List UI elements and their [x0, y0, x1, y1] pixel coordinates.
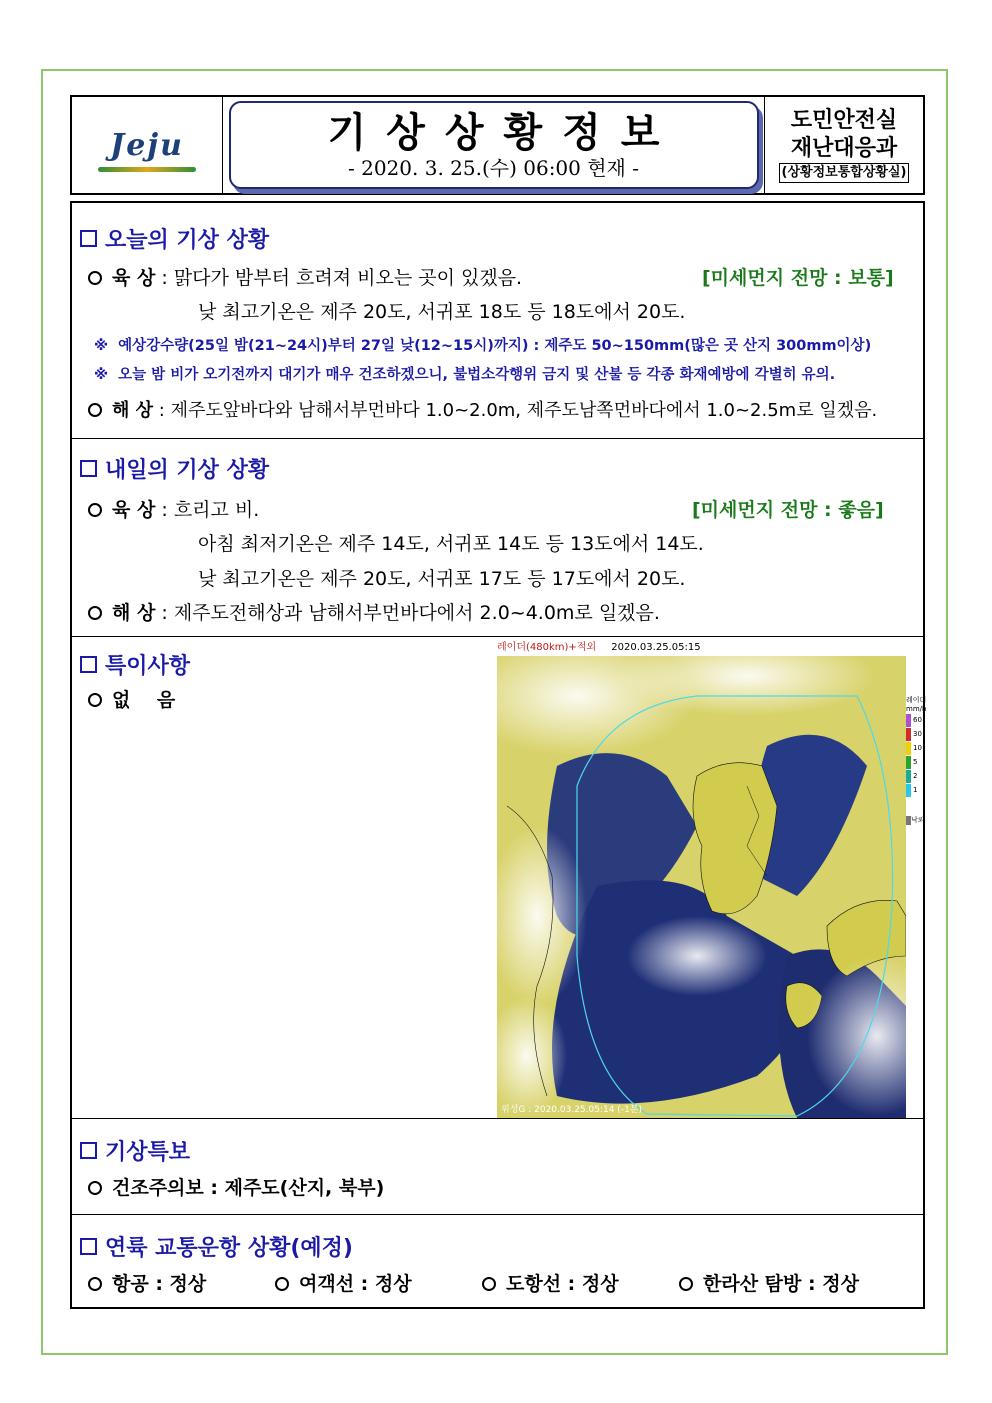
- page-title: 기상상황정보: [327, 110, 680, 156]
- legend-value: 60: [913, 716, 922, 724]
- section-heading: 연륙 교통운항 상황(예정): [80, 1231, 353, 1262]
- legend-swatch: [906, 714, 911, 727]
- legend-swatch: [906, 770, 911, 783]
- today-dust-outlook: [미세먼지 전망 : 보통]: [702, 267, 894, 289]
- circle-bullet-icon: [88, 606, 102, 620]
- legend-scale: [906, 713, 928, 797]
- map-header: [497, 640, 906, 655]
- traffic-item-island-ferry: 도항선 : 정상: [482, 1269, 619, 1296]
- traffic-item-air: 항공 : 정상: [88, 1269, 206, 1296]
- logo-wave-icon: [98, 167, 196, 172]
- section-heading: 오늘의 기상 상황: [80, 223, 269, 254]
- dept-line-1: 도민안전실: [790, 108, 898, 133]
- legend-value: 10: [913, 744, 922, 752]
- today-land-line: 육 상 : 맑다가 밤부터 흐려져 비오는 곳이 있겠음.: [88, 263, 522, 290]
- legend-item: [906, 713, 928, 727]
- section-heading: 특이사항: [80, 649, 190, 680]
- tomorrow-sea-line: 해 상 : 제주도전해상과 남해서부먼바다에서 2.0~4.0m로 일겠음.: [88, 598, 660, 625]
- map-image: [497, 656, 906, 1118]
- map-graphic: [497, 656, 906, 1118]
- satellite-radar-map: [497, 640, 927, 1118]
- checkbox-icon: [80, 1238, 97, 1255]
- checkbox-icon: [80, 460, 97, 477]
- legend-extra: 낙뢰: [911, 816, 925, 824]
- checkbox-icon: [80, 656, 97, 673]
- checkbox-icon: [80, 1142, 97, 1159]
- legend-unit: mm/h: [906, 705, 927, 713]
- checkbox-icon: [80, 230, 97, 247]
- traffic-item-ferry: 여객선 : 정상: [275, 1269, 412, 1296]
- title-box: [229, 101, 759, 189]
- jeju-logo: [72, 97, 223, 193]
- map-time: 2020.03.25.05:15: [611, 642, 701, 653]
- section-warning: [72, 1119, 923, 1215]
- special-item: 없 음: [88, 685, 175, 712]
- legend-swatch: [906, 784, 911, 797]
- circle-bullet-icon: [482, 1277, 496, 1291]
- today-land-temp: 낮 최고기온은 제주 20도, 서귀포 18도 등 18도에서 20도.: [198, 301, 686, 323]
- legend-item: [906, 741, 928, 755]
- tomorrow-land-line: 육 상 : 흐리고 비.: [88, 495, 259, 522]
- section-heading: 내일의 기상 상황: [80, 453, 269, 484]
- circle-bullet-icon: [275, 1277, 289, 1291]
- map-caption: 레이더(480km)+적외: [497, 642, 597, 653]
- today-sea-line: 해 상 : 제주도앞바다와 남해서부먼바다 1.0~2.0m, 제주도남쪽먼바다에서 1.0~2.5m로 일겠음.: [88, 396, 877, 422]
- legend-item: [906, 783, 928, 797]
- section-tomorrow: [72, 439, 923, 637]
- department-block: [764, 97, 923, 193]
- legend-swatch: [906, 756, 911, 769]
- legend-value: 30: [913, 730, 922, 738]
- legend-swatch: [906, 742, 911, 755]
- document-body: [70, 201, 925, 1309]
- warning-item: 건조주의보 : 제주도(산지, 북부): [88, 1173, 384, 1200]
- legend-title: 레이더: [906, 696, 927, 704]
- legend-item: [906, 755, 928, 769]
- legend-swatch: [906, 728, 911, 741]
- circle-bullet-icon: [88, 1277, 102, 1291]
- traffic-item-hallasan: 한라산 탐방 : 정상: [679, 1269, 859, 1296]
- section-special: [72, 637, 927, 1119]
- today-note-rain: ※ 예상강수량(25일 밤(21~24시)부터 27일 낮(12~15시)까지) : 제주도 50~150mm(많은 곳 산지 300mm이상): [94, 338, 872, 354]
- circle-bullet-icon: [88, 693, 102, 707]
- section-traffic: [72, 1215, 923, 1307]
- tomorrow-morning-temp: 아침 최저기온은 제주 14도, 서귀포 14도 등 13도에서 14도.: [198, 533, 704, 555]
- circle-bullet-icon: [88, 403, 102, 417]
- map-footer: 위성G : 2020.03.25.05:14 (-1분): [501, 1105, 642, 1115]
- legend-value: 5: [913, 758, 918, 766]
- circle-bullet-icon: [88, 503, 102, 517]
- legend-item: [906, 769, 928, 783]
- section-heading: 기상특보: [80, 1135, 190, 1166]
- legend-value: 2: [913, 772, 918, 780]
- legend-value: 1: [913, 786, 918, 794]
- dept-line-3: (상황정보통합상황실): [779, 163, 910, 183]
- logo-text: Jeju: [110, 127, 184, 163]
- tomorrow-day-temp: 낮 최고기온은 제주 20도, 서귀포 17도 등 17도에서 20도.: [198, 568, 686, 590]
- circle-bullet-icon: [88, 271, 102, 285]
- dept-line-2: 재난대응과: [790, 136, 898, 161]
- section-today: [72, 203, 923, 439]
- radar-legend: [906, 695, 928, 825]
- circle-bullet-icon: [679, 1277, 693, 1291]
- circle-bullet-icon: [88, 1181, 102, 1195]
- tomorrow-dust-outlook: [미세먼지 전망 : 좋음]: [692, 499, 884, 521]
- today-note-fire: ※ 오늘 밤 비가 오기전까지 대기가 매우 건조하겠으니, 불법소각행위 금지 및 산불 등 각종 화재예방에 각별히 유의.: [94, 367, 836, 383]
- legend-item: [906, 727, 928, 741]
- document-header: [70, 95, 925, 195]
- page-date: - 2020. 3. 25.(수) 06:00 현재 -: [347, 156, 639, 180]
